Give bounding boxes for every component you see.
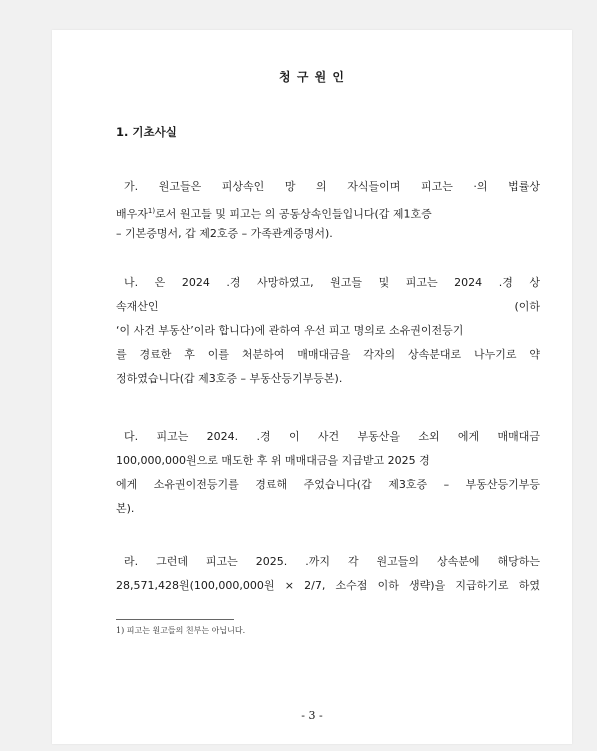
- paragraph-ga-line-1: 가. 원고들은 피상속인 망 의 자식들이며 피고는 ·의 법률상: [124, 180, 540, 193]
- paragraph-ra-line-2: 28,571,428원(100,000,000원 × 2/7, 소수점 이하 생략)을 지급하기로 하였: [116, 579, 540, 592]
- footnote-separator: [116, 619, 234, 620]
- paragraph-da-line-1: 다. 피고는 2024. .경 이 사건 부동산을 소외 에게 매매대금: [124, 430, 540, 443]
- paragraph-na-line-5: 정하였습니다(갑 제3호증 – 부동산등기부등본).: [116, 372, 343, 385]
- paragraph-ga-text: 배우자: [116, 207, 148, 221]
- paragraph-na-text: 속재산인: [116, 300, 159, 313]
- paragraph-na-text: (이하: [514, 300, 540, 313]
- page-number: - 3 -: [301, 709, 323, 722]
- footnote-reference: 1): [147, 207, 156, 215]
- paragraph-ra-line-1: 라. 그런데 피고는 2025. .까지 각 원고들의 상속분에 해당하는: [124, 555, 540, 568]
- footnote: 1) 피고는 원고들의 친부는 아닙니다.: [116, 626, 246, 635]
- paragraph-da-line-2: 100,000,000원으로 매도한 후 위 매매대금을 지급받고 2025 경: [116, 454, 430, 467]
- paragraph-da-line-3: 에게 소유권이전등기를 경료해 주었습니다(갑 제3호증 – 부동산등기부등: [116, 478, 540, 491]
- paragraph-na-line-1: 나. 은 2024 .경 사망하였고, 원고들 및 피고는 2024 .경 상: [124, 276, 540, 289]
- page-title: 청 구 원 인: [279, 70, 345, 84]
- paragraph-na-line-3: ‘이 사건 부동산’이라 합니다)에 관하여 우선 피고 명의로 소유권이전등기: [116, 324, 464, 337]
- paragraph-na-line-4: 를 경료한 후 이를 처분하여 매매대금을 각자의 상속분대로 나누기로 약: [116, 348, 540, 361]
- paragraph-ga-text: 로서 원고들 및 피고는 의 공동상속인들입니다(갑 제1호증: [155, 207, 432, 221]
- section-heading: 1. 기초사실: [116, 125, 177, 139]
- paragraph-ga-line-3: – 기본증명서, 갑 제2호증 – 가족관계증명서).: [116, 227, 333, 240]
- paragraph-da-line-4: 본).: [116, 502, 135, 515]
- paragraph-na-line-2: [116, 300, 540, 314]
- paragraph-ga-line-2: [116, 204, 540, 222]
- document-page: [52, 30, 572, 744]
